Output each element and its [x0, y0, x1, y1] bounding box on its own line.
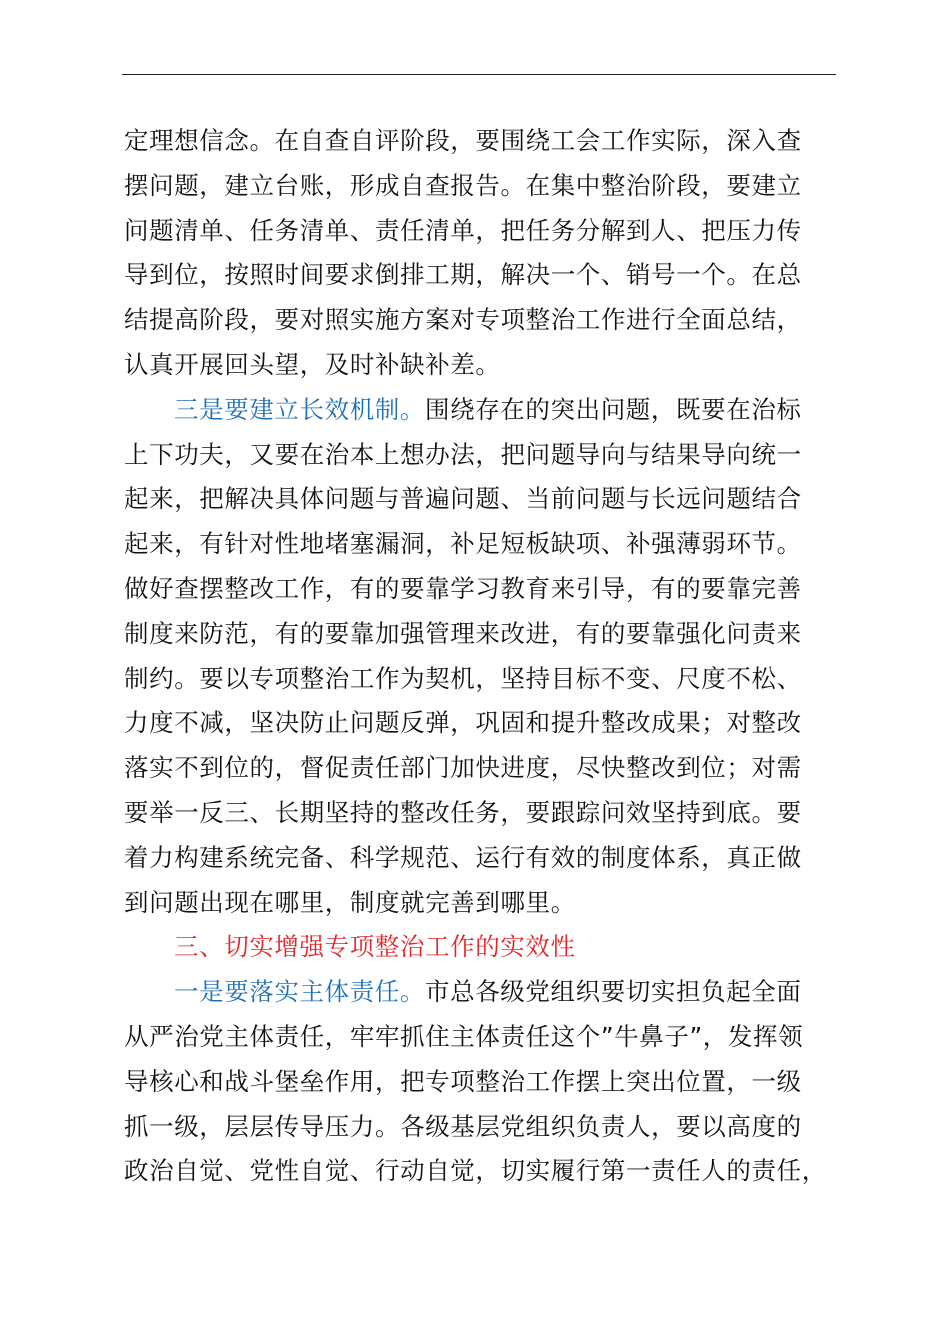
- body-line: 定理想信念。在自查自评阶段，要围绕工会工作实际，深入查: [124, 126, 802, 155]
- body-line: 上下功夫，又要在治本上想办法，把问题导向与结果导向统一: [124, 439, 802, 469]
- paragraph-line: [124, 388, 838, 433]
- document-body: [124, 119, 838, 1194]
- section-lead: 三是要建立长效机制。: [174, 394, 425, 424]
- body-line: 起来，把解决具体问题与普遍问题、当前问题与长远问题结合: [124, 484, 802, 514]
- section-heading: 三、切实增强专项整治工作的实效性: [174, 932, 576, 962]
- body-line: 力度不减，坚决防止问题反弹，巩固和提升整改成果；对整改: [124, 708, 802, 738]
- body-line: 政治自觉、党性自觉、行动自觉，切实履行第一责任人的责任，: [124, 1156, 827, 1186]
- body-line: 从严治党主体责任，牢牢抓住主体责任这个”牛鼻子”，发挥领: [124, 1021, 804, 1051]
- body-line: 认真开展回头望，及时补缺补差。: [124, 349, 501, 379]
- body-line: 问题清单、任务清单、责任清单，把任务分解到人、把压力传: [124, 215, 802, 245]
- body-text: 围绕存在的突出问题，既要在治标: [425, 394, 802, 424]
- body-line: 导到位，按照时间要求倒排工期，解决一个、销号一个。在总: [124, 260, 802, 290]
- body-line: 结提高阶段，要对照实施方案对专项整治工作进行全面总结，: [124, 305, 802, 335]
- body-line: 要举一反三、长期坚持的整改任务，要跟踪问效坚持到底。要: [124, 797, 802, 827]
- body-line: 制度来防范，有的要靠加强管理来改进，有的要靠强化问责来: [124, 618, 802, 648]
- body-line: 抓一级，层层传导压力。各级基层党组织负责人，要以高度的: [124, 1111, 802, 1141]
- body-line: 做好查摆整改工作，有的要靠学习教育来引导，有的要靠完善: [124, 573, 802, 603]
- header-rule: [122, 74, 836, 75]
- body-text: 市总各级党组织要切实担负起全面: [425, 977, 802, 1007]
- body-line: 着力构建系统完备、科学规范、运行有效的制度体系，真正做: [124, 842, 802, 872]
- body-line: 到问题出现在哪里，制度就完善到哪里。: [124, 887, 576, 917]
- paragraph-line: [124, 970, 838, 1015]
- section-lead: 一是要落实主体责任。: [174, 977, 425, 1007]
- body-line: 落实不到位的，督促责任部门加快进度，尽快整改到位；对需: [124, 753, 802, 783]
- body-line: 制约。要以专项整治工作为契机，坚持目标不变、尺度不松、: [124, 663, 802, 693]
- body-line: 摆问题，建立台账，形成自查报告。在集中整治阶段，要建立: [124, 170, 802, 200]
- body-line: 起来，有针对性地堵塞漏洞，补足短板缺项、补强薄弱环节。: [124, 529, 802, 559]
- body-line: 导核心和战斗堡垒作用，把专项整治工作摆上突出位置，一级: [124, 1066, 802, 1096]
